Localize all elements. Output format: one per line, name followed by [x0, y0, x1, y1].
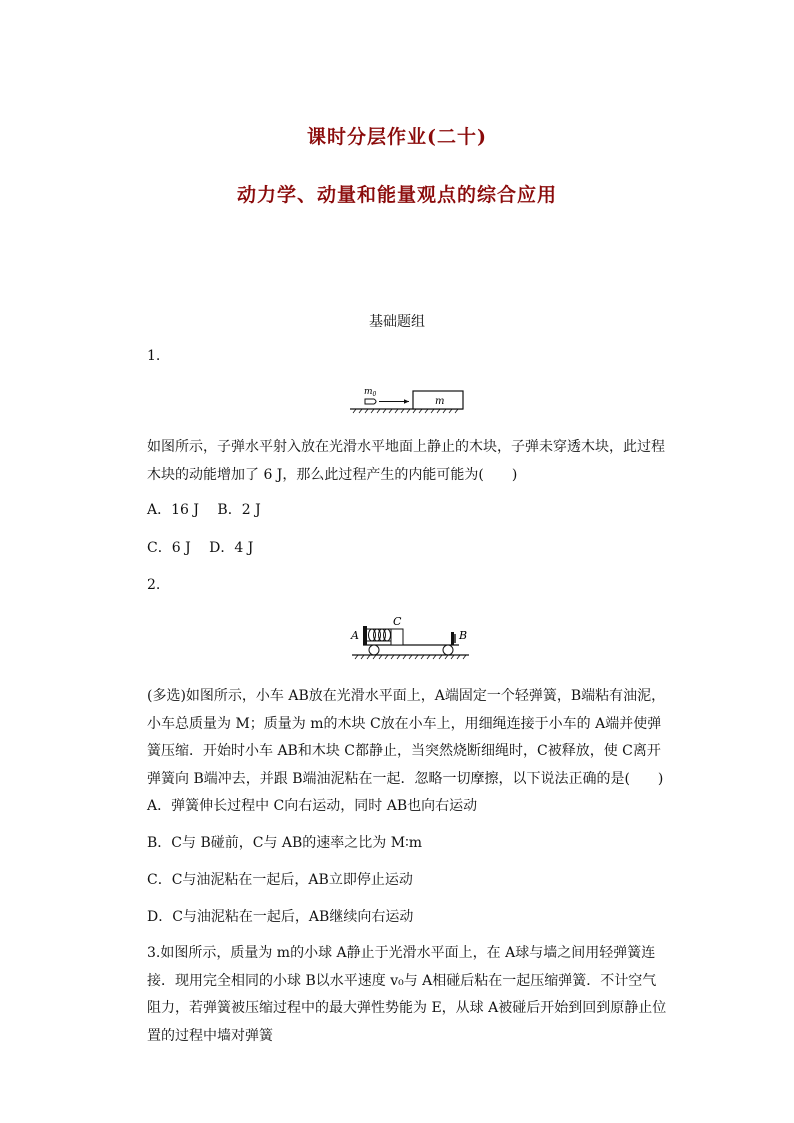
block-c	[391, 629, 403, 645]
ground-hatching	[353, 409, 458, 413]
q1-stem: 如图所示，子弹水平射入放在光滑水平地面上静止的木块，子弹未穿透木块，此过程木块的动能增加了 6 J，那么此过程产生的内能可能为( )	[147, 439, 665, 483]
cart-end-a	[363, 626, 367, 645]
label-c: C	[393, 615, 402, 628]
block-label: m	[435, 396, 445, 407]
bullet-shape	[365, 399, 376, 404]
q2-option-d: D．C与油泥粘在一起后，AB继续向右运动	[147, 909, 414, 925]
q2-option-b: B．C与 B碰前，C与 AB的速率之比为 M∶m	[147, 835, 423, 851]
wheel-left	[369, 645, 379, 655]
q2-stem: (多选)如图所示，小车 AB放在光滑水平面上，A端固定一个轻弹簧，B端粘有油泥，小车总质量为 M；质量为 m的木块 C放在小车上，用细绳连接于小车的 A端并使弹簧压缩．开始时小车 AB和木块 C都静止，当突然烧断细绳时，C被释放，使 C离开弹簧向 B端冲去，并跟 B端油泥粘在一起．忽略一切摩擦，以下说法正确的是( )	[147, 688, 666, 787]
bullet-label: $m_0$	[364, 387, 377, 398]
wheel-right	[443, 645, 453, 655]
page-subtitle: 动力学、动量和能量观点的综合应用	[236, 184, 557, 206]
spring-coils	[367, 629, 391, 641]
q2-option-c: C．C与油泥粘在一起后，AB立即停止运动	[147, 872, 413, 888]
q1-options-row1: A．16 J B．2 J	[147, 502, 261, 518]
q2-option-a: A．弹簧伸长过程中 C向右运动，同时 AB也向右运动	[147, 798, 478, 814]
arrow-icon	[404, 399, 409, 403]
section-heading: 基础题组	[369, 314, 425, 330]
label-b: B	[459, 629, 468, 642]
q1-options-row2: C．6 J D．4 J	[147, 540, 254, 556]
q1-figure	[345, 382, 465, 414]
q1-number: 1.	[147, 348, 161, 364]
label-a: A	[351, 629, 359, 642]
q2-number: 2.	[147, 577, 161, 593]
cart-end-b	[451, 632, 454, 645]
q2-figure	[347, 615, 472, 663]
q3-stem: 3.如图所示，质量为 m的小球 A静止于光滑水平面上，在 A球与墙之间用轻弹簧连接．现用完全相同的小球 B以水平速度 v₀与 A相碰后粘在一起压缩弹簧．不计空气阻力，若弹簧被压缩过程中的最大弹性势能为 E，从球 A被碰后开始到回到原静止位置的过程中墙对弹簧	[147, 945, 667, 1044]
page-title: 课时分层作业(二十)	[307, 126, 487, 148]
